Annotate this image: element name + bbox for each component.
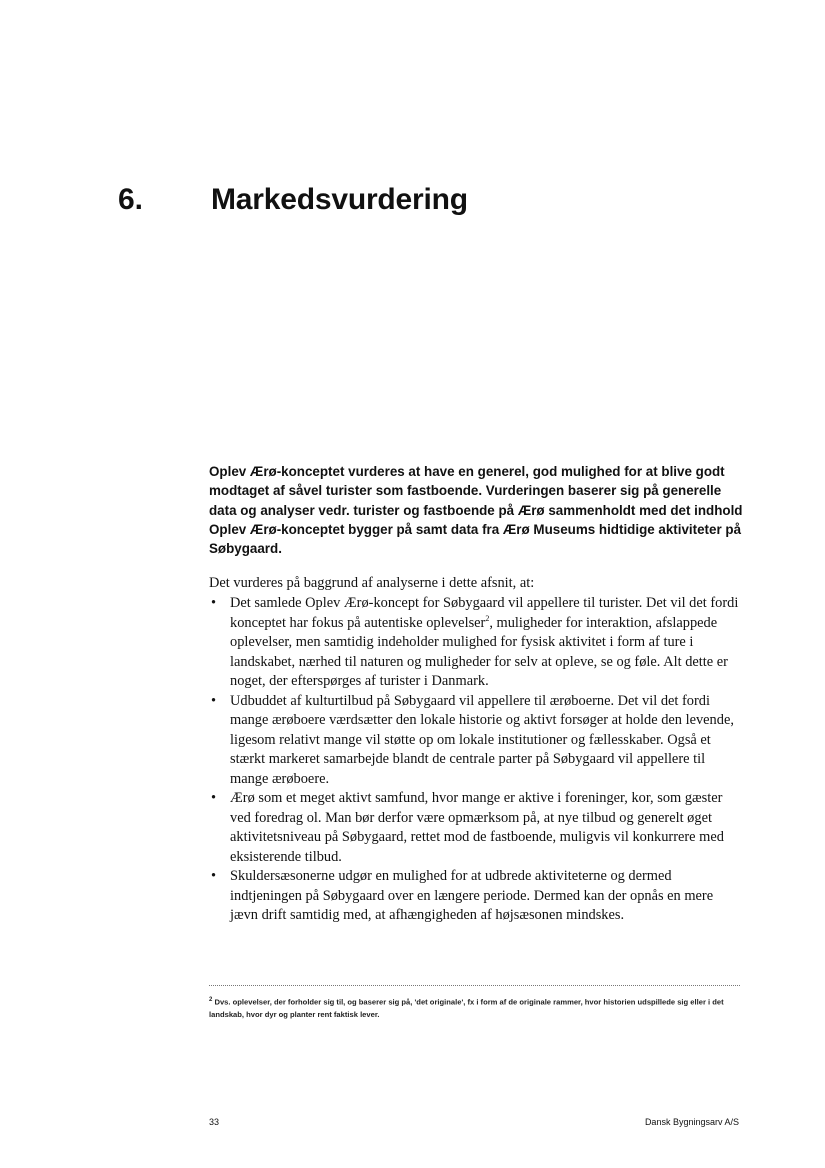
company-name: Dansk Bygningsarv A/S [644, 1117, 739, 1127]
list-item-text: Skuldersæsonerne udgør en mulighed for at udbrede aktiviteterne og dermed indtjeningen på Søbygaard over en længere periode. Dermed kan der opnås en mere jævn drift samtidig med, at afhængigheden af højsæsonen mindskes. [230, 868, 714, 923]
footnote-text: Dvs. oplevelser, der forholder sig til, og baserer sig på, 'det originale', fx i form af de originale rammer, hvor historien udspillede sig eller i det landskab, hvor dyr og planter rent faktisk lever. [209, 997, 724, 1019]
list-item-text: Det samlede Oplev Ærø-koncept for Søbygaard vil appellere til turister. Det vil det fordi konceptet har fokus på autentiske oplevelser [230, 595, 739, 631]
section-title: Markedsvurdering [211, 183, 468, 216]
list-item-text: Ærø som et meget aktivt samfund, hvor mange er aktive i foreninger, kor, som gæster ved foredrag ol. Man bør derfor være opmærksom på, at nye tilbud og generelt øget aktivitetsniveau på Søbygaard, rettet mod de fastboende, muligvis vil konkurrere med eksisterende tilbud. [230, 790, 724, 865]
list-item-text: Udbuddet af kulturtilbud på Søbygaard vil appellere til ærøboerne. Det vil det fordi mange ærøboere værdsætter den lokale historie og aktivt forsøger at holde den levende, ligesom relativt mange vil støtte op om lokale institutioner og fællesskaber. Også et stærkt markeret samarbejde blandt de centrale parter på Søbygaard vil appellere til mange ærøboere. [230, 692, 734, 787]
footnote-marker: 2 [209, 997, 213, 1003]
intro-paragraph: Det vurderes på baggrund af analyserne i dette afsnit, at: [209, 575, 535, 591]
list-item [209, 594, 744, 692]
list-item [209, 867, 744, 926]
conclusion-list [209, 594, 744, 926]
footnote [209, 994, 744, 1021]
footnote-reference: 2 [485, 613, 490, 623]
list-item [209, 692, 744, 790]
footnote-divider [209, 985, 740, 986]
list-item [209, 789, 744, 867]
list-item-text: , muligheder for interaktion, afslappede oplevelser, men samtidig indeholder mulighed for fysisk aktivitet i form af ture i landskabet, nærhed til naturen og muligheder for selv at opleve, se og føle. Alt dette er noget, der efterspørges af turister i Danmark. [230, 614, 728, 689]
lead-paragraph: Oplev Ærø-konceptet vurderes at have en generel, god mulighed for at blive godt modtaget af såvel turister som fastboende. Vurderingen baserer sig på generelle data og analyser vedr. turister og fastboende på Ærø sammenholdt med det indhold Oplev Ærø-konceptet bygger på samt data fra Ærø Museums hidtidige aktiviteter på Søbygaard. [209, 464, 743, 557]
page-number: 33 [209, 1117, 220, 1127]
section-number: 6. [118, 183, 144, 216]
